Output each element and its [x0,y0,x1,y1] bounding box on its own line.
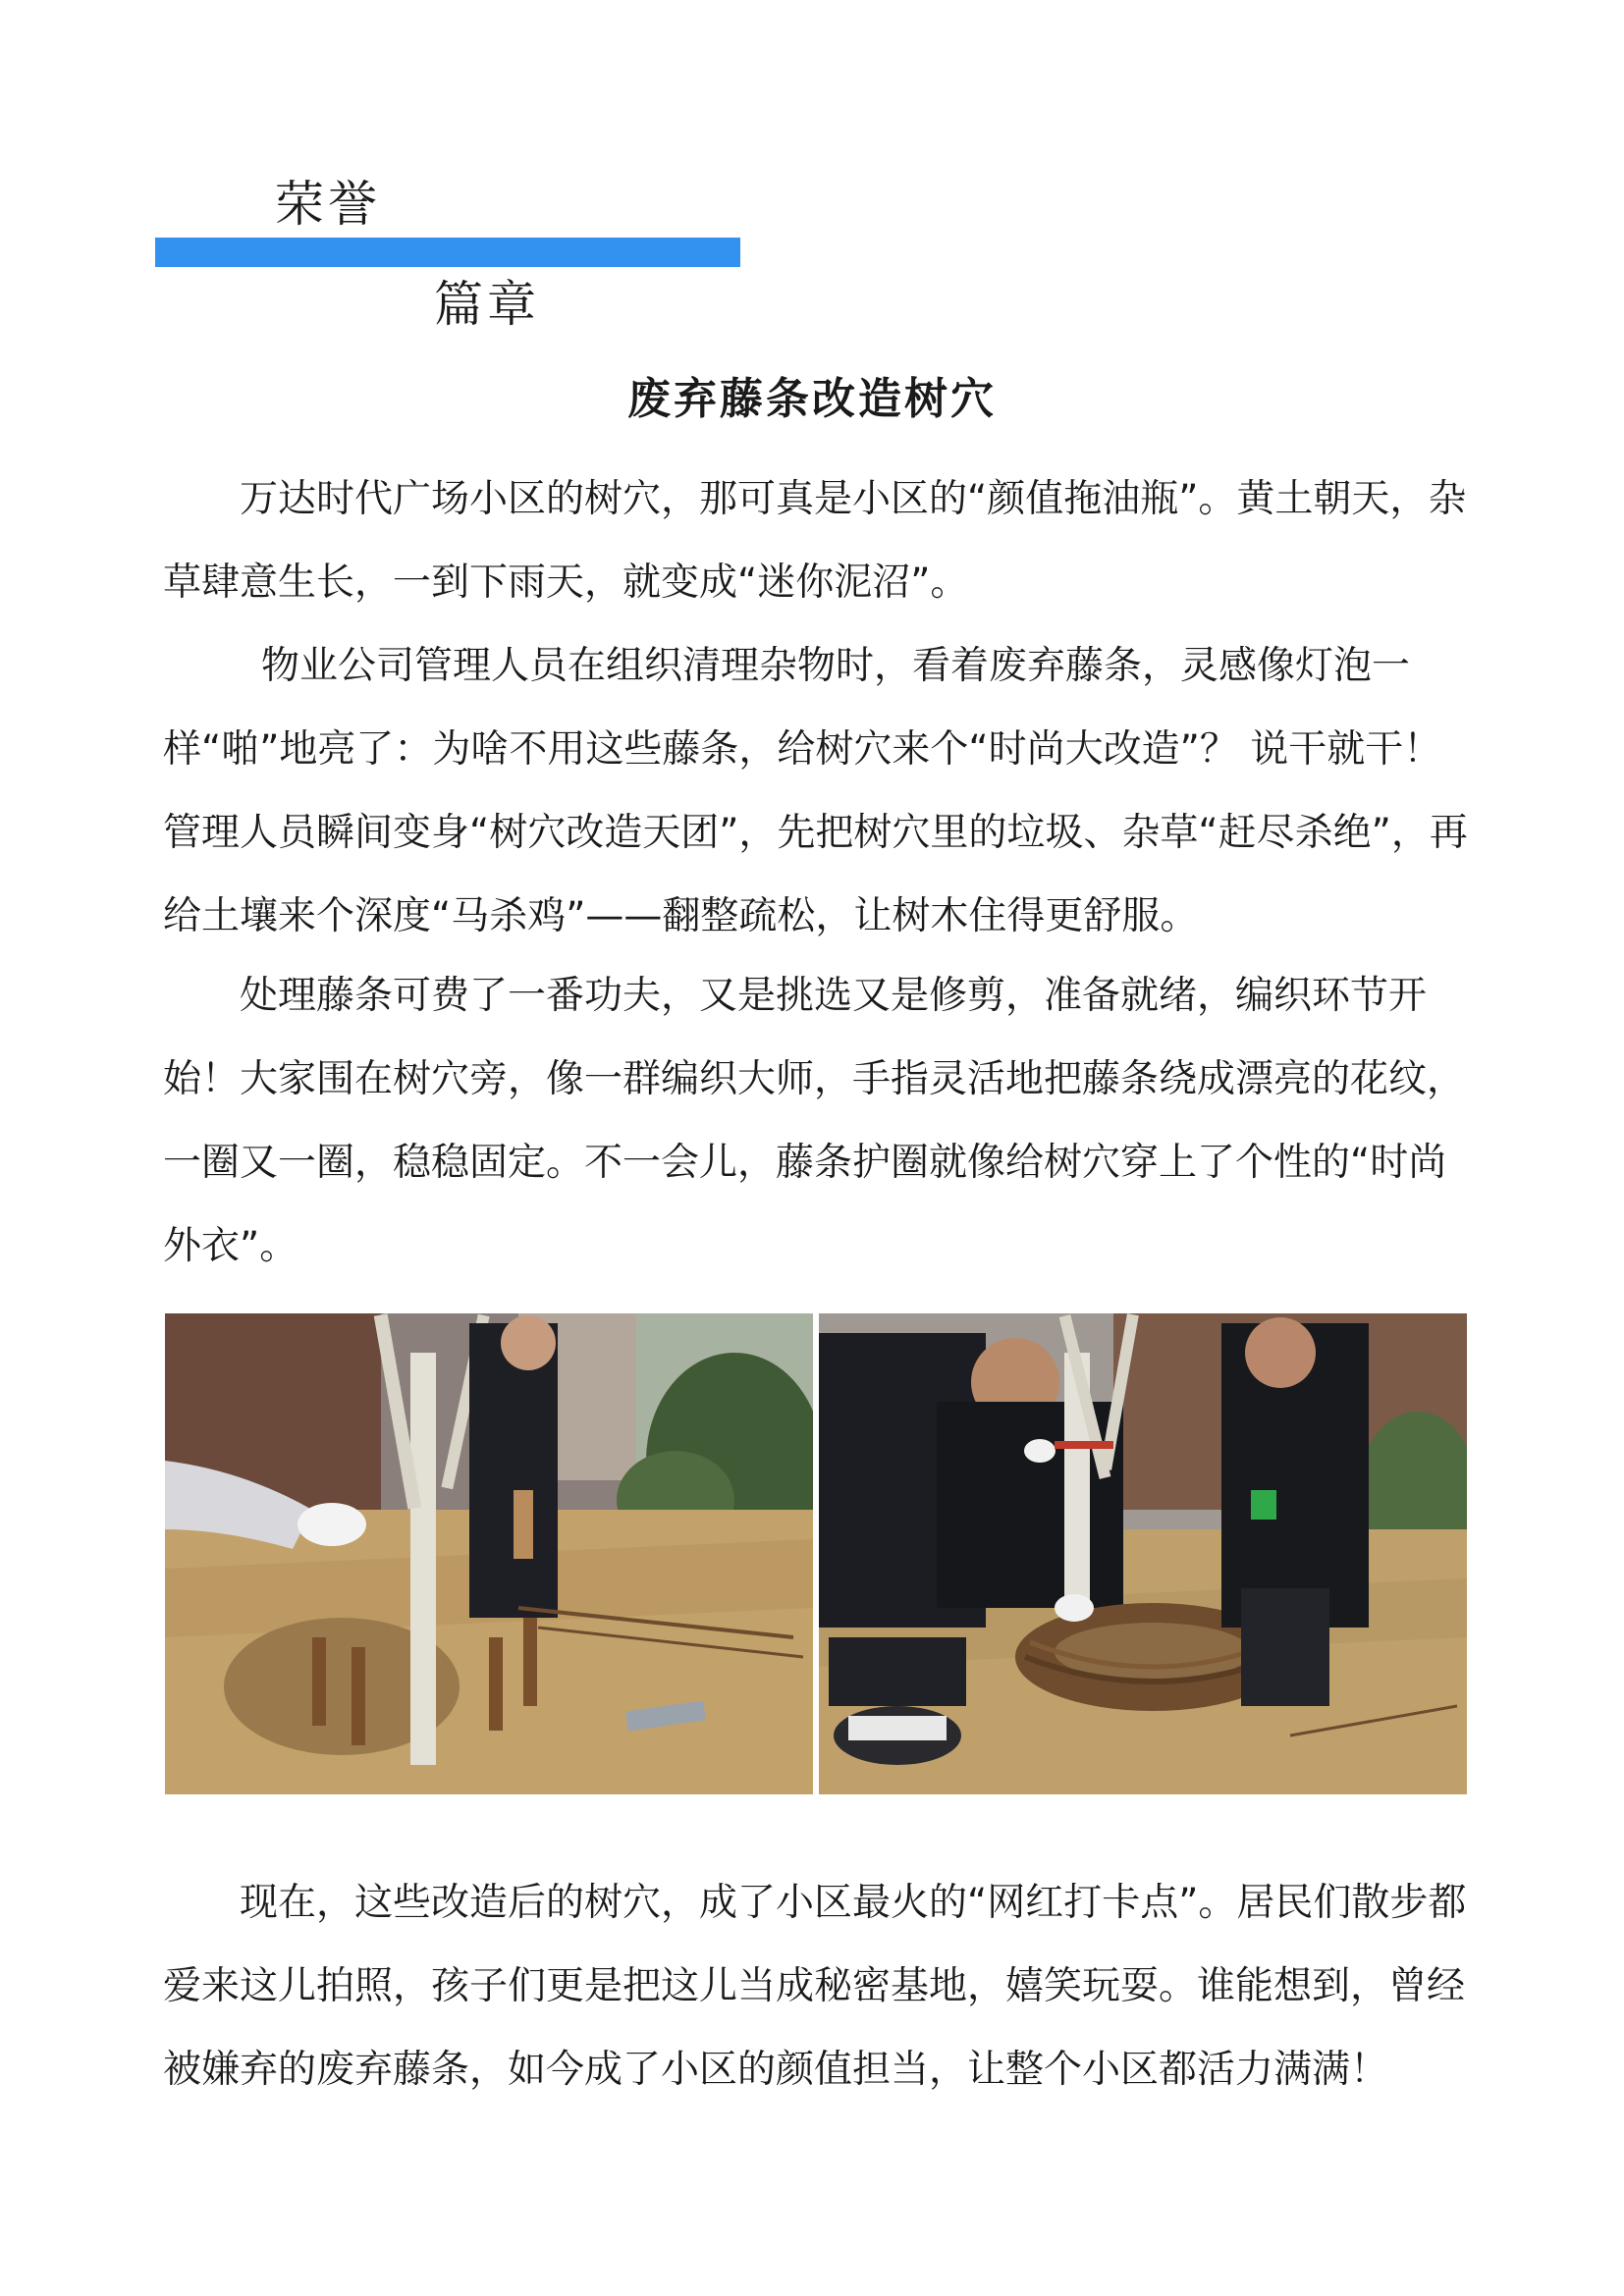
photo-weaving-ring [819,1313,1467,1794]
paragraph-3: 处理藤条可费了一番功夫，又是挑选又是修剪，准备就绪，编织环节开始！大家围在树穴旁，像一群编织大师，手指灵活地把藤条绕成漂亮的花纹，一圈又一圈，稳稳固定。不一会儿，藤条护圈就像给树穴穿上了个性的“时尚外衣”。 [163,974,1466,1268]
photo-stakes-illustration [165,1313,813,1794]
photo-weaving-illustration [819,1313,1467,1794]
article-title: 废弃藤条改造树穴 [627,374,997,424]
section-heading-word-1: 荣誉 [275,176,381,233]
paragraph-1: 万达时代广场小区的树穴，那可真是小区的“颜值拖油瓶”。黄土朝天，杂草肆意生长，一到下雨天，就变成“迷你泥沼”。 [163,477,1467,605]
section-heading-word-2: 篇章 [434,276,540,333]
paragraph-4: 现在，这些改造后的树穴，成了小区最火的“网红打卡点”。居民们散步都爱来这儿拍照，孩子们更是把这儿当成秘密基地，嬉笑玩耍。谁能想到，曾经被嫌弃的废弃藤条，如今成了小区的颜值担当，让整个小区都活力满满！ [163,1881,1467,2092]
heading-accent-bar [155,238,740,267]
photo-strip [165,1313,1467,1794]
photo-planting-stakes [165,1313,813,1794]
paragraph-2: 物业公司管理人员在组织清理杂物时，看着废弃藤条，灵感像灯泡一样“啪”地亮了：为啥不用这些藤条，给树穴来个“时尚大改造”？ 说干就干！管理人员瞬间变身“树穴改造天团”，先把树穴里的垃圾、杂草“赶尽杀绝”，再给土壤来个深度“马杀鸡”——翻整疏松，让树木住得更舒服。 [163,644,1468,938]
